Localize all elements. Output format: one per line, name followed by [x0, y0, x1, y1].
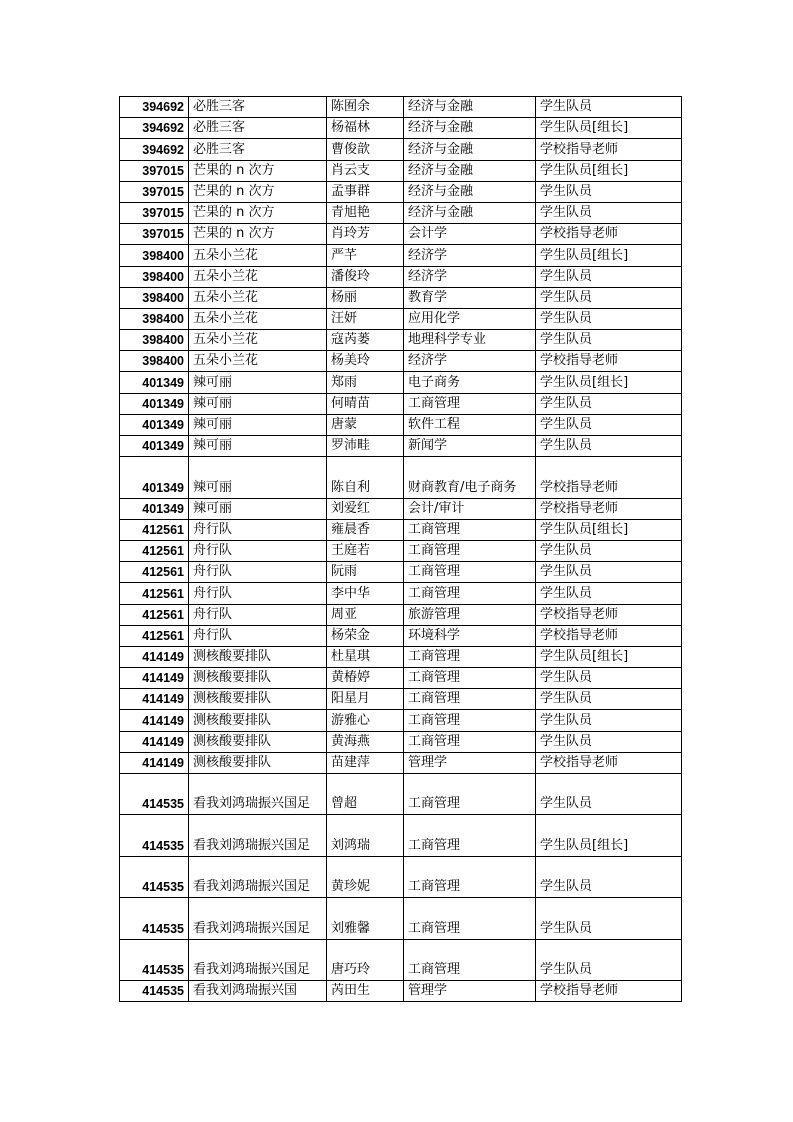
team-name-cell: 五朵小兰花 [189, 308, 327, 329]
table-row [120, 308, 682, 329]
team-name-cell: 芒果的 n 次方 [189, 202, 327, 223]
team-name-cell: 看我刘鸿瑞振兴国 [189, 980, 327, 1001]
role-cell: 学生队员 [536, 393, 682, 414]
member-name-cell: 杨美玲 [327, 351, 404, 372]
table-row [120, 604, 682, 625]
major-cell: 财商教育/电子商务 [404, 457, 536, 498]
team-id-cell: 401349 [120, 393, 189, 414]
roster-body [120, 97, 682, 1002]
table-row [120, 118, 682, 139]
role-cell: 学校指导老师 [536, 752, 682, 773]
team-id-cell: 414149 [120, 752, 189, 773]
major-cell: 会计学 [404, 224, 536, 245]
major-cell: 工商管理 [404, 668, 536, 689]
team-id-cell: 401349 [120, 372, 189, 393]
team-id-cell: 398400 [120, 351, 189, 372]
member-name-cell: 雍晨香 [327, 519, 404, 540]
role-cell: 学生队员 [536, 689, 682, 710]
member-name-cell: 杨丽 [327, 287, 404, 308]
team-id-cell: 412561 [120, 562, 189, 583]
member-name-cell: 刘雅馨 [327, 898, 404, 939]
role-cell: 学生队员 [536, 583, 682, 604]
table-row [120, 710, 682, 731]
table-row [120, 414, 682, 435]
member-name-cell: 唐巧玲 [327, 939, 404, 980]
table-row [120, 97, 682, 118]
team-name-cell: 五朵小兰花 [189, 330, 327, 351]
team-id-cell: 401349 [120, 414, 189, 435]
member-name-cell: 郑雨 [327, 372, 404, 393]
team-name-cell: 舟行队 [189, 540, 327, 561]
table-row [120, 436, 682, 457]
team-name-cell: 必胜三客 [189, 139, 327, 160]
table-row [120, 980, 682, 1001]
team-id-cell: 412561 [120, 519, 189, 540]
member-name-cell: 黄珍妮 [327, 856, 404, 897]
team-id-cell: 414535 [120, 980, 189, 1001]
team-name-cell: 测核酸要排队 [189, 646, 327, 667]
member-name-cell: 肖云支 [327, 160, 404, 181]
team-roster-table [119, 96, 682, 1002]
major-cell: 地理科学专业 [404, 330, 536, 351]
major-cell: 经济与金融 [404, 202, 536, 223]
role-cell: 学生队员 [536, 202, 682, 223]
team-name-cell: 舟行队 [189, 562, 327, 583]
major-cell: 工商管理 [404, 898, 536, 939]
role-cell: 学生队员 [536, 898, 682, 939]
team-name-cell: 五朵小兰花 [189, 266, 327, 287]
member-name-cell: 青旭艳 [327, 202, 404, 223]
table-row [120, 160, 682, 181]
role-cell: 学生队员[组长] [536, 815, 682, 856]
role-cell: 学校指导老师 [536, 351, 682, 372]
team-id-cell: 412561 [120, 583, 189, 604]
table-row [120, 457, 682, 498]
role-cell: 学生队员[组长] [536, 519, 682, 540]
role-cell: 学生队员 [536, 308, 682, 329]
major-cell: 经济与金融 [404, 139, 536, 160]
table-row [120, 898, 682, 939]
member-name-cell: 阳星月 [327, 689, 404, 710]
team-name-cell: 舟行队 [189, 625, 327, 646]
team-name-cell: 看我刘鸿瑞振兴国足 [189, 856, 327, 897]
team-name-cell: 五朵小兰花 [189, 287, 327, 308]
major-cell: 经济与金融 [404, 181, 536, 202]
team-name-cell: 看我刘鸿瑞振兴国足 [189, 815, 327, 856]
team-id-cell: 394692 [120, 97, 189, 118]
team-id-cell: 397015 [120, 224, 189, 245]
table-row [120, 266, 682, 287]
major-cell: 工商管理 [404, 519, 536, 540]
team-id-cell: 401349 [120, 436, 189, 457]
member-name-cell: 李中华 [327, 583, 404, 604]
member-name-cell: 阮雨 [327, 562, 404, 583]
role-cell: 学生队员 [536, 939, 682, 980]
team-id-cell: 412561 [120, 604, 189, 625]
role-cell: 学校指导老师 [536, 604, 682, 625]
major-cell: 经济与金融 [404, 97, 536, 118]
member-name-cell: 周亚 [327, 604, 404, 625]
role-cell: 学生队员 [536, 330, 682, 351]
major-cell: 工商管理 [404, 689, 536, 710]
role-cell: 学生队员[组长] [536, 118, 682, 139]
major-cell: 软件工程 [404, 414, 536, 435]
team-id-cell: 397015 [120, 181, 189, 202]
table-row [120, 498, 682, 519]
table-row [120, 752, 682, 773]
role-cell: 学生队员 [536, 287, 682, 308]
team-name-cell: 五朵小兰花 [189, 351, 327, 372]
table-row [120, 224, 682, 245]
major-cell: 教育学 [404, 287, 536, 308]
major-cell: 应用化学 [404, 308, 536, 329]
team-id-cell: 398400 [120, 330, 189, 351]
team-id-cell: 401349 [120, 457, 189, 498]
team-name-cell: 测核酸要排队 [189, 752, 327, 773]
member-name-cell: 陈囿余 [327, 97, 404, 118]
member-name-cell: 游雅心 [327, 710, 404, 731]
major-cell: 工商管理 [404, 540, 536, 561]
member-name-cell: 寇芮蒌 [327, 330, 404, 351]
team-name-cell: 芒果的 n 次方 [189, 224, 327, 245]
table-row [120, 774, 682, 815]
major-cell: 经济学 [404, 266, 536, 287]
team-id-cell: 414149 [120, 710, 189, 731]
member-name-cell: 芮田生 [327, 980, 404, 1001]
member-name-cell: 严芊 [327, 245, 404, 266]
team-id-cell: 397015 [120, 160, 189, 181]
major-cell: 新闻学 [404, 436, 536, 457]
role-cell: 学生队员 [536, 97, 682, 118]
team-name-cell: 测核酸要排队 [189, 710, 327, 731]
member-name-cell: 孟事群 [327, 181, 404, 202]
member-name-cell: 杜星琪 [327, 646, 404, 667]
team-id-cell: 414535 [120, 939, 189, 980]
team-id-cell: 398400 [120, 287, 189, 308]
table-row [120, 562, 682, 583]
team-name-cell: 看我刘鸿瑞振兴国足 [189, 774, 327, 815]
role-cell: 学校指导老师 [536, 980, 682, 1001]
team-name-cell: 测核酸要排队 [189, 689, 327, 710]
table-row [120, 731, 682, 752]
member-name-cell: 刘爱红 [327, 498, 404, 519]
member-name-cell: 曾超 [327, 774, 404, 815]
role-cell: 学生队员[组长] [536, 160, 682, 181]
table-row [120, 330, 682, 351]
role-cell: 学校指导老师 [536, 498, 682, 519]
member-name-cell: 唐蒙 [327, 414, 404, 435]
member-name-cell: 王庭若 [327, 540, 404, 561]
team-name-cell: 看我刘鸿瑞振兴国足 [189, 898, 327, 939]
team-name-cell: 舟行队 [189, 583, 327, 604]
team-name-cell: 必胜三客 [189, 97, 327, 118]
table-row [120, 351, 682, 372]
table-row [120, 540, 682, 561]
role-cell: 学生队员 [536, 731, 682, 752]
role-cell: 学生队员[组长] [536, 245, 682, 266]
team-name-cell: 芒果的 n 次方 [189, 160, 327, 181]
table-row [120, 625, 682, 646]
role-cell: 学生队员 [536, 774, 682, 815]
role-cell: 学生队员 [536, 540, 682, 561]
team-id-cell: 414535 [120, 856, 189, 897]
team-name-cell: 辣可丽 [189, 457, 327, 498]
role-cell: 学生队员 [536, 414, 682, 435]
table-row [120, 815, 682, 856]
member-name-cell: 杨福林 [327, 118, 404, 139]
major-cell: 工商管理 [404, 393, 536, 414]
table-row [120, 668, 682, 689]
major-cell: 电子商务 [404, 372, 536, 393]
team-id-cell: 414149 [120, 731, 189, 752]
team-id-cell: 414535 [120, 898, 189, 939]
major-cell: 工商管理 [404, 939, 536, 980]
team-id-cell: 414149 [120, 646, 189, 667]
team-id-cell: 398400 [120, 308, 189, 329]
member-name-cell: 肖玲芳 [327, 224, 404, 245]
member-name-cell: 黄海燕 [327, 731, 404, 752]
member-name-cell: 黄椿婷 [327, 668, 404, 689]
role-cell: 学生队员 [536, 436, 682, 457]
table-row [120, 202, 682, 223]
major-cell: 工商管理 [404, 815, 536, 856]
team-id-cell: 394692 [120, 139, 189, 160]
team-id-cell: 414149 [120, 689, 189, 710]
table-row [120, 139, 682, 160]
table-row [120, 372, 682, 393]
major-cell: 工商管理 [404, 583, 536, 604]
role-cell: 学校指导老师 [536, 457, 682, 498]
major-cell: 工商管理 [404, 710, 536, 731]
major-cell: 工商管理 [404, 774, 536, 815]
role-cell: 学生队员 [536, 710, 682, 731]
table-row [120, 939, 682, 980]
team-name-cell: 辣可丽 [189, 436, 327, 457]
role-cell: 学生队员 [536, 266, 682, 287]
major-cell: 工商管理 [404, 646, 536, 667]
team-name-cell: 辣可丽 [189, 372, 327, 393]
table-row [120, 646, 682, 667]
major-cell: 会计/审计 [404, 498, 536, 519]
major-cell: 环境科学 [404, 625, 536, 646]
member-name-cell: 罗沛畦 [327, 436, 404, 457]
team-name-cell: 芒果的 n 次方 [189, 181, 327, 202]
table-row [120, 519, 682, 540]
major-cell: 工商管理 [404, 562, 536, 583]
team-id-cell: 412561 [120, 625, 189, 646]
team-name-cell: 舟行队 [189, 519, 327, 540]
team-id-cell: 397015 [120, 202, 189, 223]
team-id-cell: 394692 [120, 118, 189, 139]
table-row [120, 181, 682, 202]
role-cell: 学校指导老师 [536, 224, 682, 245]
table-row [120, 287, 682, 308]
major-cell: 管理学 [404, 752, 536, 773]
major-cell: 经济学 [404, 351, 536, 372]
role-cell: 学生队员 [536, 856, 682, 897]
major-cell: 经济与金融 [404, 160, 536, 181]
member-name-cell: 杨荣金 [327, 625, 404, 646]
member-name-cell: 刘鸿瑞 [327, 815, 404, 856]
table-row [120, 856, 682, 897]
major-cell: 经济学 [404, 245, 536, 266]
role-cell: 学生队员[组长] [536, 646, 682, 667]
role-cell: 学校指导老师 [536, 625, 682, 646]
major-cell: 旅游管理 [404, 604, 536, 625]
major-cell: 工商管理 [404, 856, 536, 897]
team-id-cell: 414535 [120, 815, 189, 856]
team-name-cell: 必胜三客 [189, 118, 327, 139]
table-row [120, 583, 682, 604]
team-name-cell: 舟行队 [189, 604, 327, 625]
major-cell: 管理学 [404, 980, 536, 1001]
role-cell: 学校指导老师 [536, 139, 682, 160]
team-id-cell: 414535 [120, 774, 189, 815]
team-name-cell: 看我刘鸿瑞振兴国足 [189, 939, 327, 980]
team-name-cell: 测核酸要排队 [189, 668, 327, 689]
team-name-cell: 辣可丽 [189, 414, 327, 435]
team-id-cell: 414149 [120, 668, 189, 689]
member-name-cell: 潘俊玲 [327, 266, 404, 287]
role-cell: 学生队员 [536, 668, 682, 689]
member-name-cell: 汪妍 [327, 308, 404, 329]
team-id-cell: 412561 [120, 540, 189, 561]
role-cell: 学生队员 [536, 181, 682, 202]
team-name-cell: 测核酸要排队 [189, 731, 327, 752]
table-row [120, 689, 682, 710]
team-id-cell: 398400 [120, 266, 189, 287]
team-name-cell: 辣可丽 [189, 498, 327, 519]
team-id-cell: 398400 [120, 245, 189, 266]
member-name-cell: 何晴苗 [327, 393, 404, 414]
major-cell: 经济与金融 [404, 118, 536, 139]
table-row [120, 245, 682, 266]
table-row [120, 393, 682, 414]
team-name-cell: 五朵小兰花 [189, 245, 327, 266]
major-cell: 工商管理 [404, 731, 536, 752]
role-cell: 学生队员 [536, 562, 682, 583]
member-name-cell: 陈自利 [327, 457, 404, 498]
member-name-cell: 苗建萍 [327, 752, 404, 773]
team-name-cell: 辣可丽 [189, 393, 327, 414]
member-name-cell: 曹俊歆 [327, 139, 404, 160]
team-id-cell: 401349 [120, 498, 189, 519]
role-cell: 学生队员[组长] [536, 372, 682, 393]
